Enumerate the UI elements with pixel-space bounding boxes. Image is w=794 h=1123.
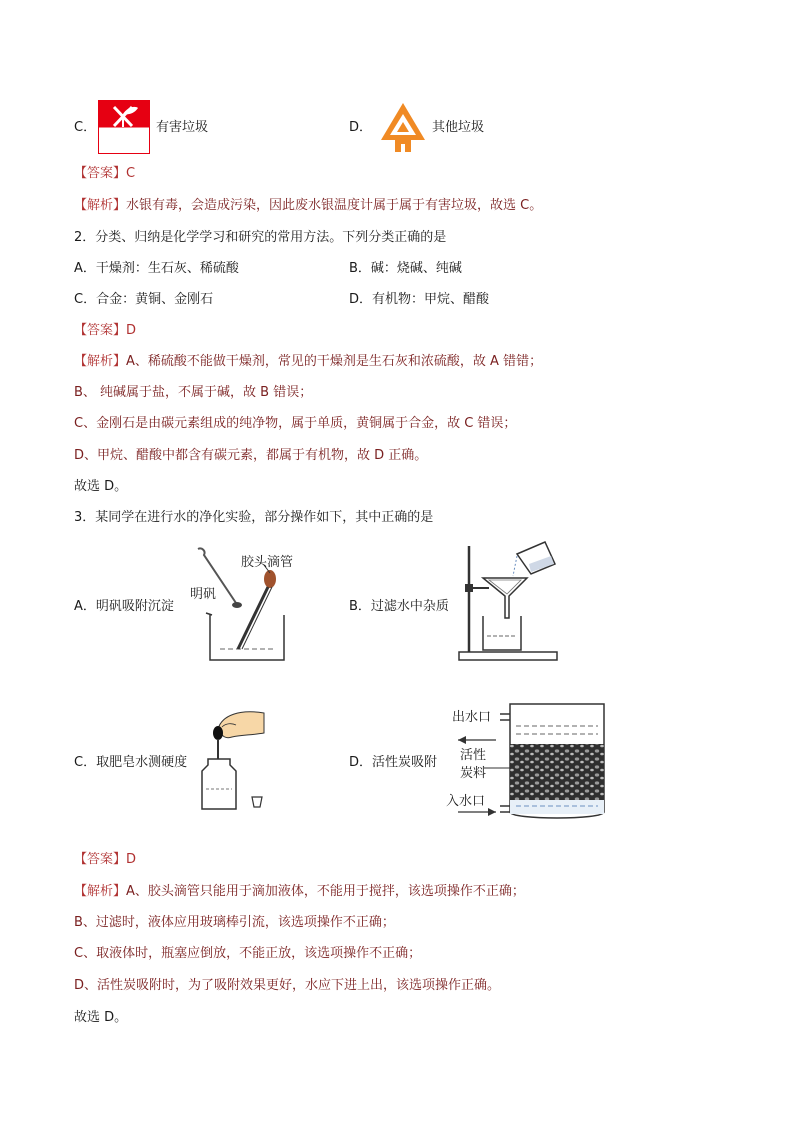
q3-option-d: D．活性炭吸附 (349, 755, 438, 770)
q2-analysis-line-1 (74, 354, 542, 370)
q2-analysis-line-3: C、金刚石是由碳元素组成的纯净物，属于单质，黄铜属于合金，故 C 错误； (74, 416, 517, 431)
q3-stem: 3．某同学在进行水的净化实验，部分操作如下，其中正确的是 (74, 510, 434, 525)
analysis-tag: 【解析】 (74, 884, 127, 899)
inlet-label: 入水口 (446, 794, 486, 809)
q2-option-c: C．合金：黄铜、金刚石 (74, 292, 214, 307)
q1-option-d-letter: D． (349, 120, 373, 135)
q1-option-d-text: 其他垃圾 (432, 120, 485, 135)
answer-value: C (126, 166, 136, 181)
answer-tag: 【答案】 (74, 166, 127, 181)
q3-answer (74, 852, 136, 868)
q3-conclusion: 故选 D。 (74, 1010, 128, 1025)
q3-option-b: B．过滤水中杂质 (349, 599, 449, 614)
analysis-tag: 【解析】 (74, 198, 127, 213)
answer-value: D (126, 323, 137, 338)
soap-water-test-figure (196, 703, 268, 815)
q2-answer (74, 323, 136, 339)
q3-option-c: C．取肥皂水测硬度 (74, 755, 188, 770)
analysis-text: A、稀硫酸不能做干燥剂，常见的干燥剂是生石灰和浓硫酸，故 A 错错； (126, 354, 543, 369)
q2-option-a: A．干燥剂：生石灰、稀硫酸 (74, 261, 239, 276)
outlet-label: 出水口 (452, 710, 492, 725)
carbon-label-1: 活性 (460, 748, 487, 763)
q2-analysis-line-4: D、甲烷、醋酸中都含有碳元素，都属于有机物，故 D 正确。 (74, 448, 428, 463)
q1-answer (74, 166, 135, 182)
q2-stem: 2．分类、归纳是化学学习和研究的常用方法。下列分类正确的是 (74, 230, 447, 245)
q2-option-b: B．碱：烧碱、纯碱 (349, 261, 462, 276)
q2-conclusion: 故选 D。 (74, 479, 128, 494)
q2-analysis-line-2: B、 纯碱属于盐，不属于碱，故 B 错误； (74, 385, 313, 400)
hazardous-waste-icon (98, 100, 150, 154)
q3-analysis-line-2: B、过滤时，液体应用玻璃棒引流，该选项操作不正确； (74, 915, 395, 930)
analysis-text: A、胶头滴管只能用于滴加液体，不能用于搅拌，该选项操作不正确； (126, 884, 525, 899)
q1-option-c-text: 有害垃圾 (156, 120, 209, 135)
q1-analysis (74, 198, 542, 214)
q3-option-a: A．明矾吸附沉淀 (74, 599, 174, 614)
answer-value: D (126, 852, 137, 867)
carbon-label-2: 炭料 (460, 766, 487, 781)
other-waste-icon (378, 100, 428, 154)
answer-tag: 【答案】 (74, 852, 127, 867)
analysis-tag: 【解析】 (74, 354, 127, 369)
q1-option-c-letter: C． (74, 120, 97, 135)
dropper-label: 胶头滴管 (241, 555, 294, 570)
q3-analysis-line-4: D、活性炭吸附时，为了吸附效果更好，水应下进上出，该选项操作正确。 (74, 978, 501, 993)
alum-label: 明矾 (190, 587, 217, 602)
q3-analysis-line-1 (74, 884, 525, 900)
q3-analysis-line-3: C、取液体时，瓶塞应倒放，不能正放，该选项操作不正确； (74, 946, 422, 961)
filtration-figure (455, 540, 565, 665)
q2-option-d: D．有机物：甲烷、醋酸 (349, 292, 490, 307)
analysis-text: 水银有毒，会造成污染，因此废水银温度计属于属于有害垃圾，故选 C。 (126, 198, 543, 213)
answer-tag: 【答案】 (74, 323, 127, 338)
